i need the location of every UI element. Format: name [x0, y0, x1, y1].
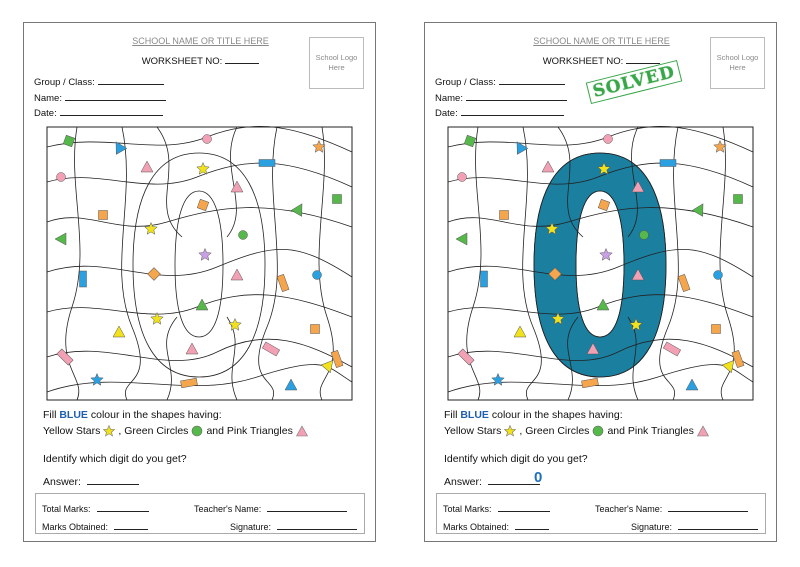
date-field[interactable]: Date: [435, 106, 564, 119]
green-triangle-shape [55, 233, 66, 245]
puzzle-line [319, 127, 333, 400]
group-class-field[interactable]: Group / Class: [435, 75, 565, 88]
name-field[interactable]: Name: [435, 91, 567, 104]
puzzle-line [47, 208, 352, 227]
instruction-text: Fill BLUE colour in the shapes having: [444, 409, 623, 421]
sky_blue-rectangle-shape [660, 160, 676, 167]
yellow-star-shape [229, 319, 241, 331]
marks-obtained-field[interactable]: Marks Obtained: [443, 520, 549, 532]
worksheet-solved [424, 22, 777, 542]
yellow-triangle-shape [514, 326, 526, 337]
puzzle-line [448, 126, 753, 152]
puzzle-line [47, 126, 352, 152]
green-square-shape [734, 195, 743, 204]
green-square-shape [333, 195, 342, 204]
green-circle-shape [640, 231, 649, 240]
answer-field[interactable]: Answer: [43, 475, 139, 488]
orange-star-shape [313, 141, 325, 153]
legend-line: Yellow Stars , Green Circles and Pink Triangles [444, 425, 712, 437]
orange-rectangle-shape [582, 378, 599, 388]
pink-rectangle-shape [262, 342, 279, 356]
total-marks-field[interactable]: Total Marks: [443, 502, 550, 514]
puzzle-line [122, 127, 141, 400]
answer-field[interactable]: Answer: 0 [444, 469, 543, 488]
green-triangle-shape [196, 299, 208, 310]
pink-triangle-icon [697, 425, 709, 437]
question-text: Identify which digit do you get? [43, 453, 187, 465]
school-title: SCHOOL NAME OR TITLE HERE [533, 36, 670, 46]
pink-rectangle-shape [458, 349, 474, 365]
pink-triangle-shape [231, 269, 243, 280]
orange-star-shape [714, 141, 726, 153]
school-logo-placeholder: School Logo Here [710, 37, 765, 89]
puzzle-line [448, 208, 753, 227]
solved-digit-zero [534, 153, 666, 377]
orange-rectangle-shape [277, 274, 289, 291]
sky_blue-rectangle-shape [481, 271, 488, 287]
sky_blue-triangle-shape [285, 379, 297, 390]
puzzle-line [720, 127, 734, 400]
pink-triangle-shape [231, 181, 243, 192]
violet-star-shape [600, 249, 612, 261]
orange-square-shape [148, 268, 161, 281]
legend-line: Yellow Stars , Green Circles and Pink Triangles [43, 425, 311, 437]
pink-triangle-shape [141, 161, 153, 172]
total-marks-field[interactable]: Total Marks: [42, 502, 149, 514]
pink-rectangle-shape [57, 349, 73, 365]
puzzle-line [133, 153, 265, 377]
orange-square-shape [598, 199, 610, 211]
signature-field[interactable]: Signature: [631, 520, 758, 532]
pink-circle-shape [57, 173, 66, 182]
teacher-name-field[interactable]: Teacher's Name: [194, 502, 347, 514]
green-triangle-shape [456, 233, 467, 245]
marks-box [35, 493, 365, 534]
sky_blue-rectangle-shape [259, 160, 275, 167]
pink-triangle-shape [542, 161, 554, 172]
worksheet-number: WORKSHEET NO: [425, 54, 778, 67]
green-circle-icon [592, 425, 604, 437]
school-logo-placeholder: School Logo Here [309, 37, 364, 89]
worksheet-number: WORKSHEET NO: [24, 54, 377, 67]
puzzle-line [47, 339, 352, 367]
orange-square-shape [500, 211, 509, 220]
orange-rectangle-shape [181, 378, 198, 388]
green-circle-shape [239, 231, 248, 240]
green-triangle-shape [692, 201, 708, 217]
pink-triangle-shape [186, 343, 198, 354]
green-square-shape [63, 135, 75, 147]
color-by-shape-puzzle [47, 127, 352, 400]
answer-value: 0 [534, 469, 543, 486]
puzzle-line [227, 127, 237, 237]
yellow-star-shape [145, 223, 157, 235]
green-triangle-shape [291, 201, 307, 217]
color-by-shape-puzzle-solved [448, 127, 753, 400]
name-field[interactable]: Name: [34, 91, 166, 104]
sky_blue-rectangle-shape [80, 271, 87, 287]
signature-field[interactable]: Signature: [230, 520, 357, 532]
pink-circle-shape [458, 173, 467, 182]
pink-rectangle-shape [663, 342, 680, 356]
school-title: SCHOOL NAME OR TITLE HERE [132, 36, 269, 46]
orange-square-shape [197, 199, 209, 211]
date-field[interactable]: Date: [34, 106, 163, 119]
sky_blue-circle-shape [714, 271, 723, 280]
yellow-triangle-shape [113, 326, 125, 337]
green-circle-icon [191, 425, 203, 437]
sky_blue-circle-shape [313, 271, 322, 280]
marks-obtained-field[interactable]: Marks Obtained: [42, 520, 148, 532]
pink-triangle-icon [296, 425, 308, 437]
question-text: Identify which digit do you get? [444, 453, 588, 465]
violet-star-shape [199, 249, 211, 261]
solved-stamp: SOLVED [586, 60, 682, 104]
puzzle-line [175, 191, 223, 337]
pink-circle-shape [203, 135, 212, 144]
orange-square-shape [311, 325, 320, 334]
worksheet-unsolved [23, 22, 376, 542]
orange-square-shape [712, 325, 721, 334]
pink-circle-shape [604, 135, 613, 144]
marks-box [436, 493, 766, 534]
orange-rectangle-shape [678, 274, 690, 291]
group-class-field[interactable]: Group / Class: [34, 75, 164, 88]
sky_blue-star-shape [492, 374, 504, 386]
yellow-star-icon [103, 425, 115, 437]
sky_blue-triangle-shape [686, 379, 698, 390]
instruction-text: Fill BLUE colour in the shapes having: [43, 409, 222, 421]
yellow-star-shape [197, 163, 209, 175]
puzzle-line [259, 127, 278, 400]
sky_blue-star-shape [91, 374, 103, 386]
teacher-name-field[interactable]: Teacher's Name: [595, 502, 748, 514]
puzzle-line [167, 317, 177, 400]
green-square-shape [464, 135, 476, 147]
yellow-star-icon [504, 425, 516, 437]
green-triangle-shape [597, 299, 609, 310]
puzzle-line [576, 191, 624, 337]
orange-square-shape [99, 211, 108, 220]
